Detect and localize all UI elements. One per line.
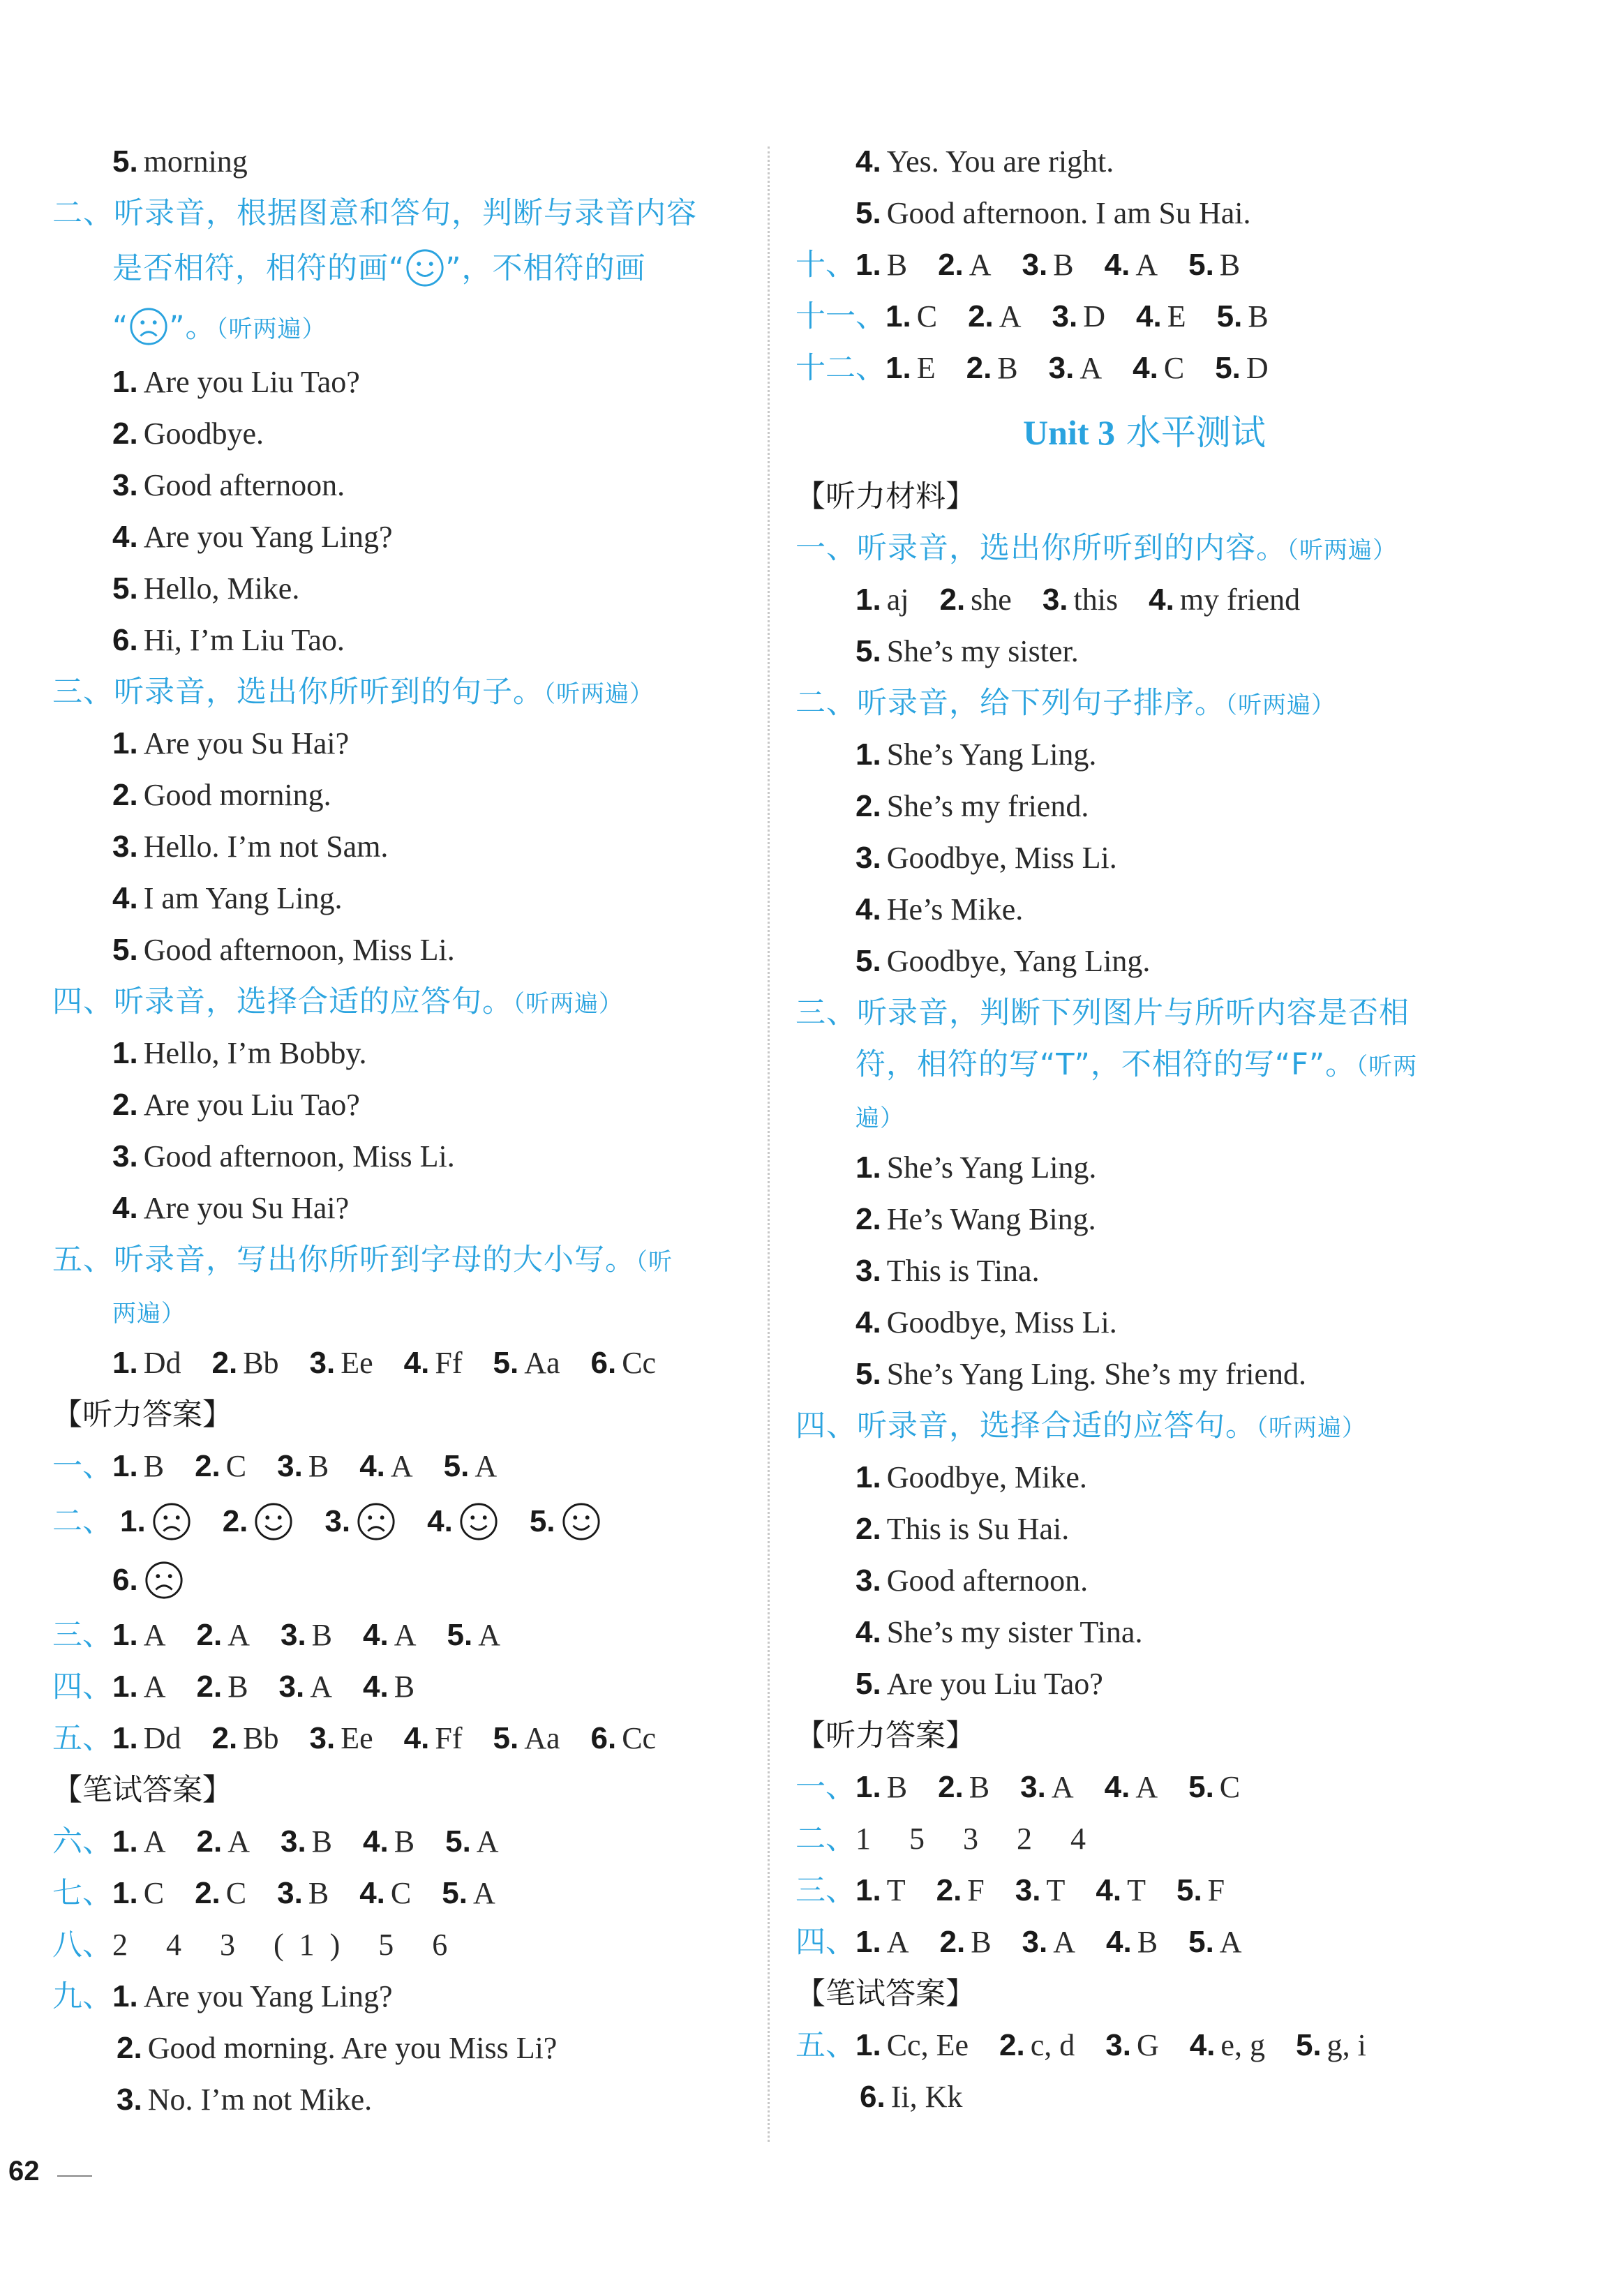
answer-row: 一、1. B 2. C 3. B 4. A 5. A [52,1449,498,1484]
list-item: 3. This is Tina. [855,1254,1040,1288]
section-2-title-cont2: “ ”。（听两遍） [52,298,750,357]
answer-row: 七、1. C 2. C 3. B 4. C 5. A [52,1876,495,1911]
left-column [52,136,750,2126]
happy-face-icon [561,1501,601,1542]
column-divider [768,147,770,2142]
list-item: 4. Goodbye, Miss Li. [855,1305,1117,1340]
section-2-title: 二、听录音，根据图意和答句，判断与录音内容 [52,196,697,231]
list-item: 5. Goodbye, Yang Ling. [855,944,1151,978]
list-item: 5. morning [112,144,248,179]
sad-face-icon [128,306,169,347]
r-section-3-title-cont: 符，相符的写“T”，不相符的写“F”。（听两 [855,1047,1418,1082]
listen-answers-header: 【听力答案】 [795,1718,976,1753]
answer-row: 二、1 5 3 2 4 [795,1822,1101,1856]
list-item: 4. She’s my sister Tina. [855,1615,1143,1649]
list-item: 4. Yes. You are right. [855,144,1114,179]
section-2-title-cont: 是否相符，相符的画“ ”，不相符的画 [52,239,750,298]
list-item: 2. Goodbye. [112,417,264,451]
r-section-4-title: 四、听录音，选择合适的应答句。（听两遍） [795,1409,1366,1443]
happy-face-icon [405,248,445,288]
list-item: 5. She’s Yang Ling. She’s my friend. [855,1357,1307,1391]
answer-row: 四、1. A 2. B 3. A 4. B 5. A [795,1925,1242,1960]
listen-answers-header: 【听力答案】 [52,1397,232,1432]
answer-row: 八、2 4 3 (1) 5 6 [52,1928,463,1963]
r-section-2-title: 二、听录音，给下列句子排序。（听两遍） [795,686,1336,721]
section-5-title-cont: 两遍） [112,1300,186,1328]
list-item: 1. She’s Yang Ling. [855,1150,1097,1185]
answer-row-faces: 二、 1. 2. 3. 4. 5. [52,1492,750,1551]
list-item: 6. Ii, Kk [860,2080,963,2114]
list-item: 1. Goodbye, Mike. [855,1460,1087,1494]
list-item: 4. Are you Su Hai? [112,1191,350,1225]
list-item: 5. Good afternoon. I am Su Hai. [855,196,1251,230]
page-number: 62 [8,2156,40,2186]
list-item: 1. She’s Yang Ling. [855,737,1097,772]
answer-row: 十一、1. C 2. A 3. D 4. E 5. B [795,299,1269,334]
happy-face-icon [458,1501,499,1542]
list-item: 2. She’s my friend. [855,789,1089,823]
list-item: 5. She’s my sister. [855,634,1079,668]
unit-title: Unit 3 水平测试 [1023,412,1266,453]
list-item: 3. Good afternoon, Miss Li. [112,1139,455,1173]
answer-row: 六、1. A 2. A 3. B 4. B 5. A [52,1824,499,1859]
list-item: 4. He’s Mike. [855,892,1024,926]
list-item: 4. I am Yang Ling. [112,881,343,915]
sad-face-icon [144,1560,184,1600]
list-item: 2. Good morning. Are you Miss Li? [117,2031,558,2065]
list-item: 1. Are you Liu Tao? [112,365,360,399]
answer-row: 三、1. T 2. F 3. T 4. T 5. F [795,1873,1225,1908]
list-item: 2. Are you Liu Tao? [112,1088,360,1122]
list-item: 3. Good afternoon. [112,468,345,502]
r-section-3-title-cont2: 遍） [855,1104,904,1132]
answer-row: 十、1. B 2. A 3. B 4. A 5. B [795,248,1241,283]
sad-face-icon [151,1501,192,1542]
r-section-3-title: 三、听录音，判断下列图片与所听内容是否相 [795,996,1410,1030]
list-item: 1. Hello, I’m Bobby. [112,1036,367,1070]
right-column [795,136,1493,2123]
list-item: 6. Hi, I’m Liu Tao. [112,623,345,657]
section-5-title: 五、听录音，写出你所听到字母的大小写。（听 [52,1243,673,1277]
list-item: 3. Hello. I’m not Sam. [112,830,389,864]
answer-row: 1. aj 2. she 3. this 4. my friend [855,583,1301,617]
page-number-dash [57,2175,92,2177]
written-answers-header: 【笔试答案】 [795,1976,976,2011]
section-3-title: 三、听录音，选出你所听到的句子。（听两遍） [52,675,654,710]
r-section-1-title: 一、听录音，选出你所听到的内容。（听两遍） [795,531,1397,566]
answer-row: 三、1. A 2. A 3. B 4. A 5. A [52,1618,500,1653]
list-item: 3. Goodbye, Miss Li. [855,841,1117,875]
answer-row-faces-cont: 6. [52,1551,750,1610]
list-item: 5. Good afternoon, Miss Li. [112,933,455,967]
section-4-title: 四、听录音，选择合适的应答句。（听两遍） [52,984,623,1019]
list-item: 2. Good morning. [112,778,331,812]
listen-material-header: 【听力材料】 [795,479,976,514]
answer-row: 1. Dd 2. Bb 3. Ee 4. Ff 5. Aa 6. Cc [112,1346,657,1380]
list-item: 2. This is Su Hai. [855,1512,1070,1546]
list-item: 3. Good afternoon. [855,1563,1089,1598]
answer-row: 九、1. Are you Yang Ling? [52,1979,393,2014]
answer-row: 四、1. A 2. B 3. A 4. B [52,1670,415,1704]
list-item: 3. No. I’m not Mike. [117,2083,373,2117]
list-item: 5. Are you Liu Tao? [855,1667,1103,1701]
happy-face-icon [253,1501,294,1542]
answer-row: 五、1. Dd 2. Bb 3. Ee 4. Ff 5. Aa 6. Cc [52,1721,657,1756]
list-item: 1. Are you Su Hai? [112,726,350,760]
written-answers-header: 【笔试答案】 [52,1773,232,1808]
sad-face-icon [356,1501,396,1542]
answer-row: 十二、1. E 2. B 3. A 4. C 5. D [795,351,1269,386]
list-item: 5. Hello, Mike. [112,571,300,606]
answer-row: 五、1. Cc, Ee 2. c, d 3. G 4. e, g 5. g, i [795,2028,1366,2063]
list-item: 4. Are you Yang Ling? [112,520,393,554]
list-item: 2. He’s Wang Bing. [855,1202,1096,1236]
answer-row: 一、1. B 2. B 3. A 4. A 5. C [795,1770,1241,1805]
